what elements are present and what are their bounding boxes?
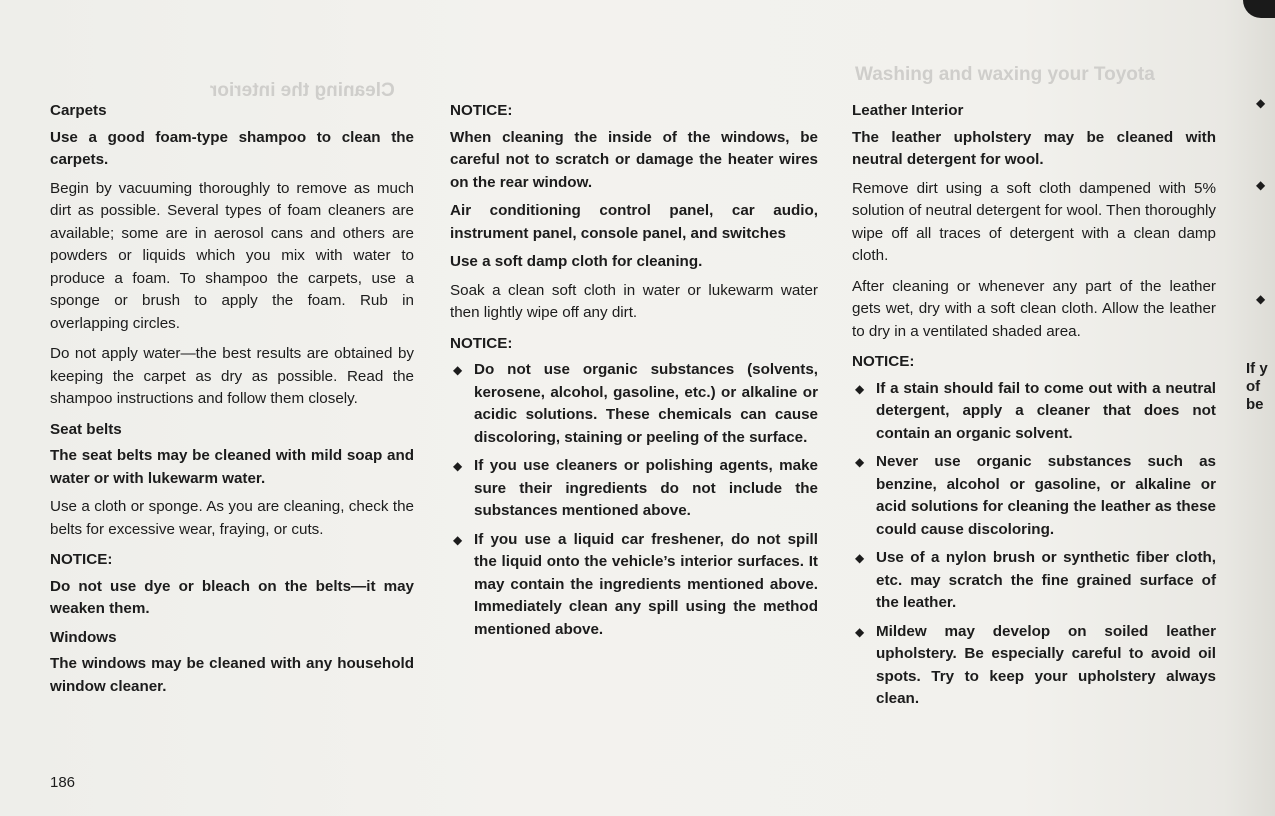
list-item bbox=[450, 359, 818, 449]
bleed-through-heading-right: Washing and waxing your Toyota bbox=[855, 64, 1155, 85]
edge-diamond-bullet-icon: ◆ bbox=[1256, 292, 1266, 306]
carpets-paragraph-2: Do not apply water—the best results are obtained by keeping the carpet as dry as possible. Read the shampoo instructions and follow them closely. bbox=[50, 345, 414, 407]
column-1 bbox=[50, 100, 414, 704]
ac-heading: Air conditioning control panel, car audio, instrument panel, console panel, and switches bbox=[450, 202, 818, 242]
ac-notice-list bbox=[450, 359, 818, 641]
windows-heading: Windows bbox=[50, 628, 117, 646]
list-item bbox=[450, 529, 818, 642]
ac-paragraph-1: Soak a clean soft cloth in water or lukewarm water then lightly wipe off any dirt. bbox=[450, 281, 818, 321]
diamond-bullet-icon: ◆ bbox=[855, 381, 865, 396]
seatbelts-intro: The seat belts may be cleaned with mild soap and water or with lukewarm water. bbox=[50, 447, 414, 487]
list-item bbox=[852, 621, 1216, 711]
windows-notice-label: NOTICE: bbox=[450, 102, 513, 119]
leather-paragraph-2: After cleaning or whenever any part of the leather gets wet, dry with a soft clean cloth. Allow the leather to dry in a ventilated shaded area. bbox=[852, 277, 1216, 340]
diamond-bullet-icon: ◆ bbox=[855, 624, 865, 639]
seatbelts-notice: Do not use dye or bleach on the belts—it may weaken them. bbox=[50, 577, 414, 617]
column-3 bbox=[852, 100, 1216, 717]
diamond-bullet-icon: ◆ bbox=[855, 551, 865, 565]
list-item-text: Never use organic substances such as benzine, alcohol or gasoline, or alkaline or acid solutions for cleaning the leather as these could cause discoloring. bbox=[876, 453, 1216, 538]
diamond-bullet-icon: ◆ bbox=[855, 455, 865, 469]
list-item bbox=[852, 547, 1216, 615]
edge-diamond-bullet-icon: ◆ bbox=[1256, 96, 1266, 110]
list-item-text: If you use cleaners or polishing agents, make sure their ingredients do not include the substances mentioned above. bbox=[474, 457, 818, 519]
leather-paragraph-1: Remove dirt using a soft cloth dampened with 5% solution of neutral detergent for wool. Then thoroughly wipe off all traces of detergent with a clean damp cloth. bbox=[852, 179, 1216, 264]
leather-intro: The leather upholstery may be cleaned with neutral detergent for wool. bbox=[852, 128, 1216, 168]
fragment-line: be bbox=[1246, 396, 1264, 413]
ac-notice-label: NOTICE: bbox=[450, 334, 513, 352]
windows-notice: When cleaning the inside of the windows, be careful not to scratch or damage the heater wires on the rear window. bbox=[450, 128, 818, 191]
edge-diamond-bullet-icon: ◆ bbox=[1256, 178, 1266, 192]
leather-notice-label: NOTICE: bbox=[852, 353, 915, 370]
seatbelts-paragraph-1: Use a cloth or sponge. As you are cleaning, check the belts for excessive wear, fraying, or cuts. bbox=[50, 498, 414, 538]
list-item bbox=[852, 378, 1216, 446]
list-item-text: Do not use organic substances (solvents, kerosene, alcohol, gasoline, etc.) or alkaline or acidic solutions. These chemicals can cause discoloring, staining or peeling of the surface. bbox=[474, 361, 818, 446]
list-item-text: Mildew may develop on soiled leather upholstery. Be especially careful to avoid oil spots. Try to keep your upholstery always clean. bbox=[876, 622, 1216, 707]
list-item-text: If a stain should fail to come out with a neutral detergent, apply a cleaner that does not contain an organic solvent. bbox=[876, 379, 1216, 442]
diamond-bullet-icon: ◆ bbox=[453, 363, 463, 377]
carpets-heading: Carpets bbox=[50, 102, 107, 119]
next-page-text-fragment bbox=[1246, 360, 1268, 414]
list-item bbox=[852, 451, 1216, 541]
ac-intro: Use a soft damp cloth for cleaning. bbox=[450, 253, 703, 270]
diamond-bullet-icon: ◆ bbox=[453, 532, 463, 547]
carpets-paragraph-1: Begin by vacuuming thoroughly to remove as much dirt as possible. Several types of foam cleaners are available; some are in aerosol cans and others are powders or liquids which you mix with water to produce a foam. To shampoo the carpets, use a sponge or brush to apply the foam. Rub in overlapping circles. bbox=[50, 179, 414, 332]
fragment-line: of bbox=[1246, 378, 1261, 395]
seatbelts-notice-label: NOTICE: bbox=[50, 551, 113, 568]
list-item-text: If you use a liquid car freshener, do not spill the liquid onto the vehicle’s interior surfaces. It may contain the ingredients mentioned above. Immediately clean any spill using the method mentioned above. bbox=[474, 530, 818, 638]
bleed-through-heading-left: Cleaning the interior bbox=[210, 80, 395, 101]
fragment-line: If y bbox=[1246, 360, 1268, 377]
leather-notice-list bbox=[852, 378, 1216, 711]
column-2 bbox=[450, 100, 818, 647]
page-corner-shadow bbox=[1243, 0, 1275, 18]
seatbelts-heading: Seat belts bbox=[50, 420, 122, 438]
list-item bbox=[450, 455, 818, 523]
page-number: 186 bbox=[50, 774, 76, 791]
leather-heading: Leather Interior bbox=[852, 102, 964, 119]
diamond-bullet-icon: ◆ bbox=[453, 459, 463, 473]
list-item-text: Use of a nylon brush or synthetic fiber cloth, etc. may scratch the fine grained surface of the leather. bbox=[876, 549, 1216, 611]
carpets-intro: Use a good foam-type shampoo to clean the carpets. bbox=[50, 128, 414, 168]
windows-intro: The windows may be cleaned with any household window cleaner. bbox=[50, 655, 414, 695]
